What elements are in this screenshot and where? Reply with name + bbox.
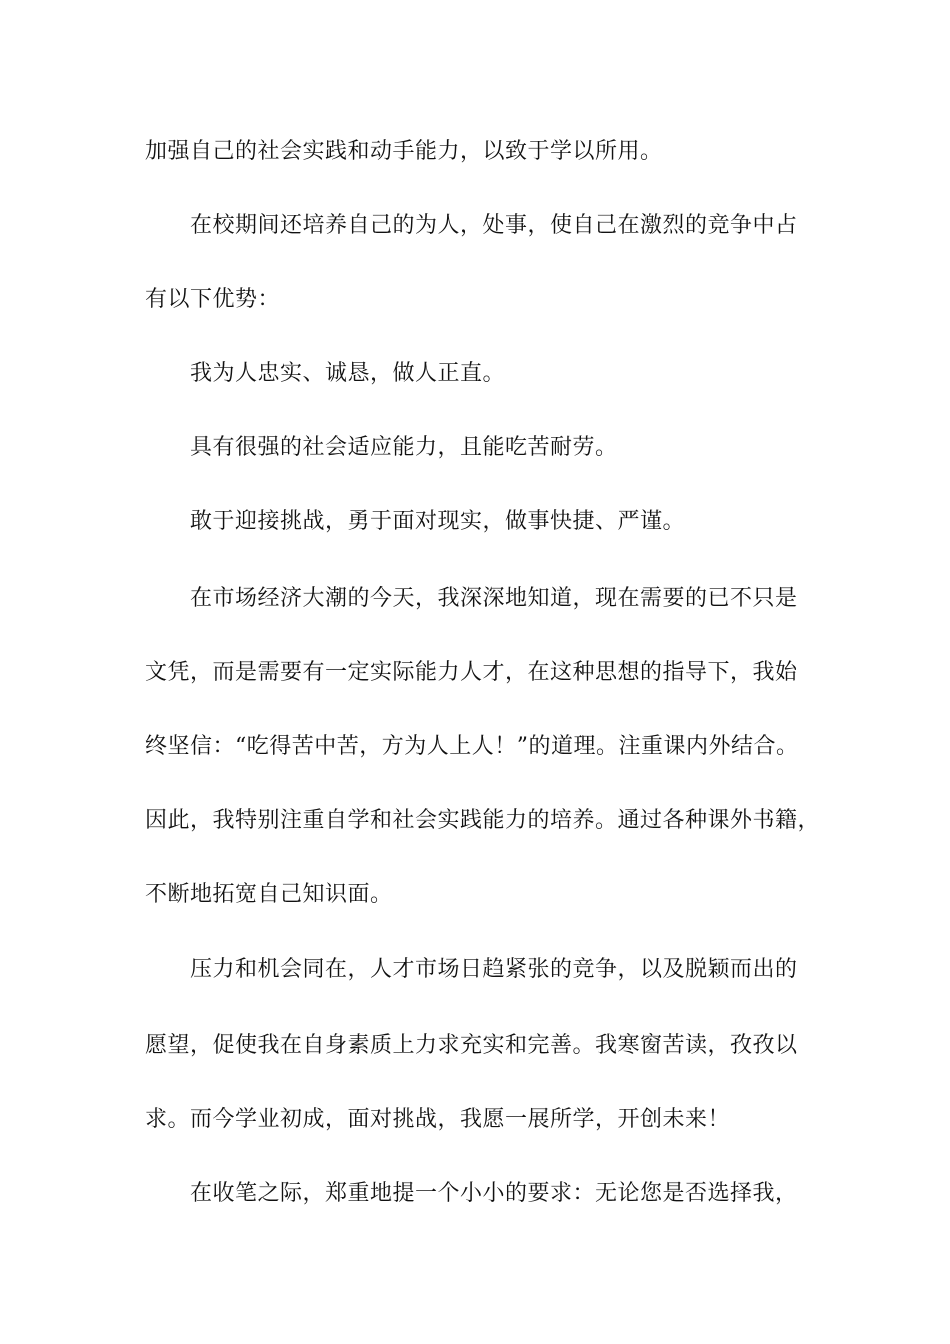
text-line: 有以下优势： <box>145 287 281 312</box>
text-line: 因此，我特别注重自学和社会实践能力的培养。通过各种课外书籍， <box>145 808 821 833</box>
text-line: 不断地拓宽自己知识面。 <box>145 882 393 907</box>
text-line: 具有很强的社会适应能力，且能吃苦耐劳。 <box>190 435 618 460</box>
text-line: 加强自己的社会实践和动手能力，以致于学以所用。 <box>145 139 663 164</box>
text-line: 在收笔之际，郑重地提一个小小的要求：无论您是否选择我， <box>190 1181 798 1206</box>
text-line: 敢于迎接挑战，勇于面对现实，做事快捷、严谨。 <box>190 509 686 534</box>
text-line: 压力和机会同在，人才市场日趋紧张的竞争，以及脱颖而出的 <box>190 957 798 982</box>
text-line: 愿望，促使我在自身素质上力求充实和完善。我寒窗苦读，孜孜以 <box>145 1033 798 1058</box>
text-line: 在校期间还培养自己的为人，处事，使自己在激烈的竞争中占 <box>190 213 798 238</box>
text-line: 文凭，而是需要有一定实际能力人才，在这种思想的指导下，我始 <box>145 660 798 685</box>
text-line: 求。而今学业初成，面对挑战，我愿一展所学，开创未来！ <box>145 1107 731 1132</box>
text-line: 在市场经济大潮的今天，我深深地知道，现在需要的已不只是 <box>190 586 798 611</box>
text-line: 终坚信：“吃得苦中苦，方为人上人！”的道理。注重课内外结合。 <box>145 734 799 759</box>
text-line: 我为人忠实、诚恳，做人正直。 <box>190 361 506 386</box>
